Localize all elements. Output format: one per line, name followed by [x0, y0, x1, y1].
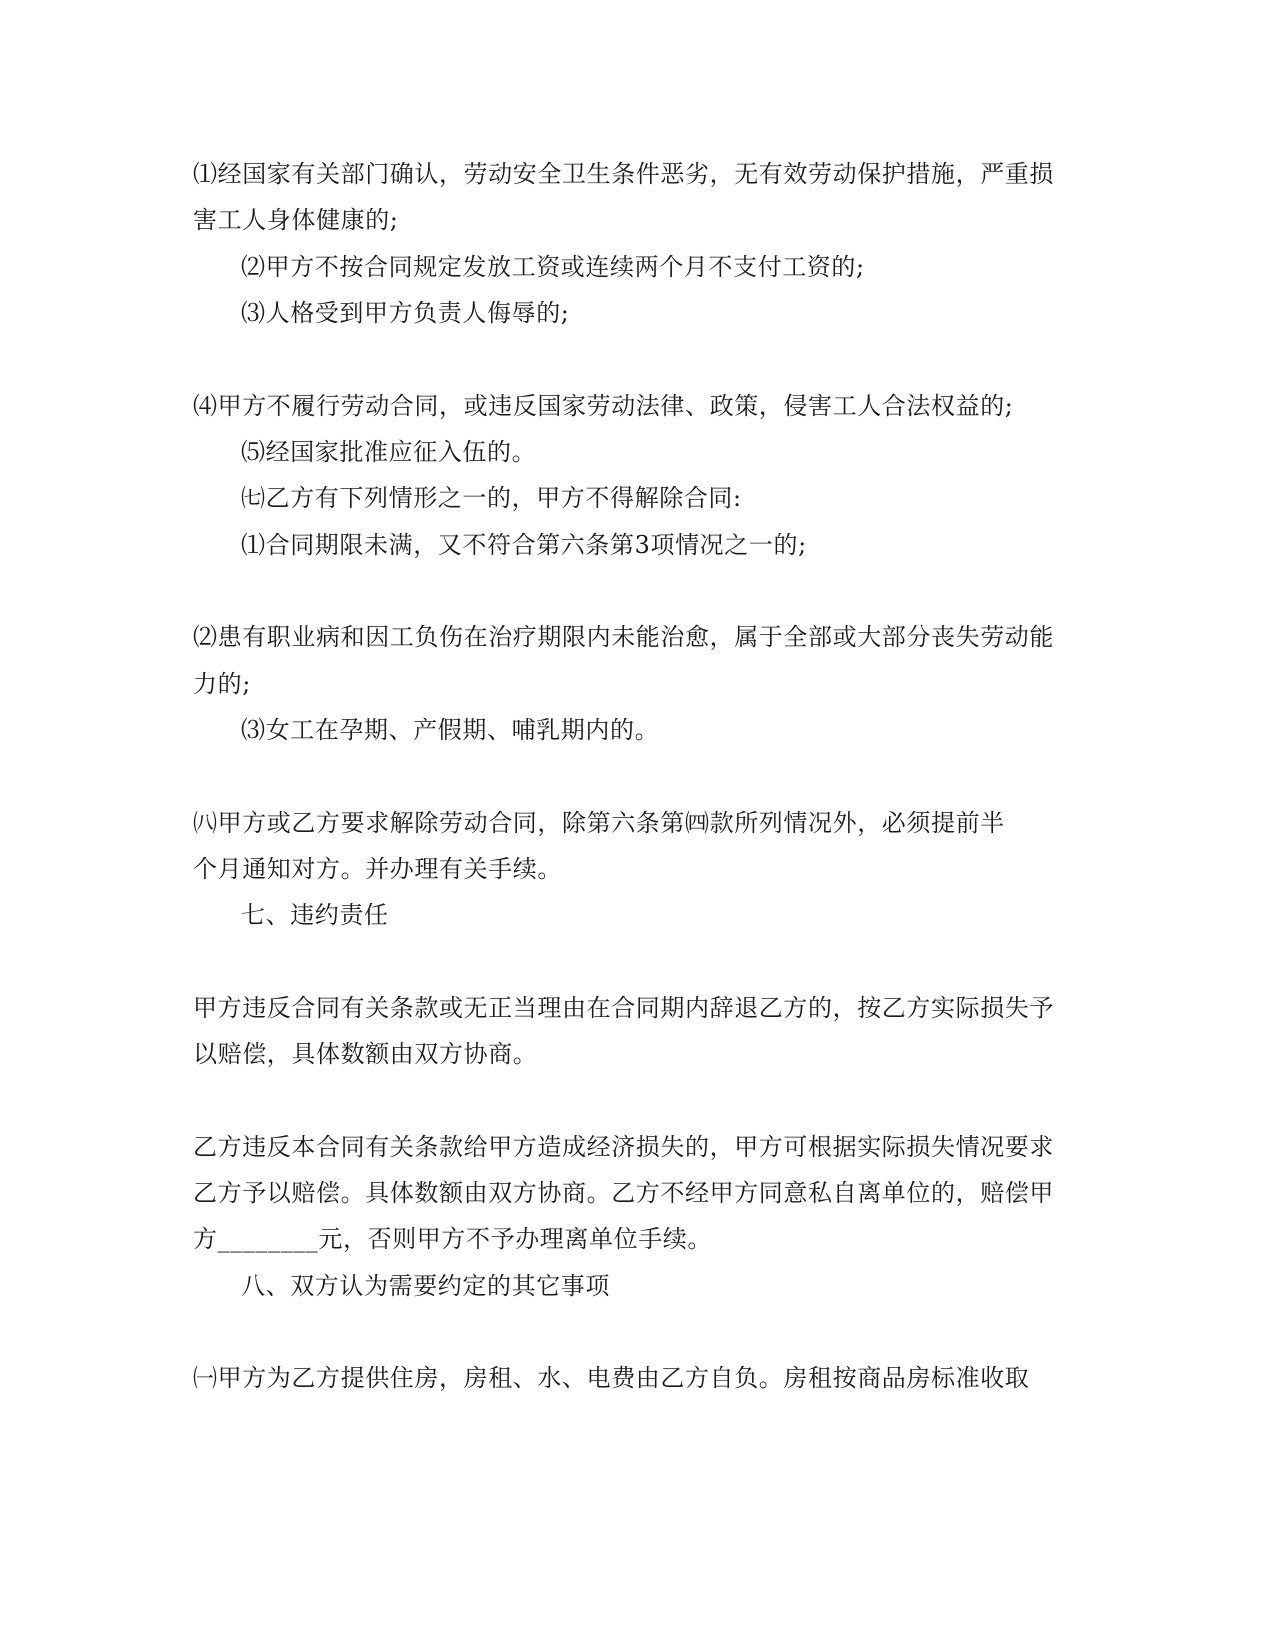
text-line: 甲方违反合同有关条款或无正当理由在合同期内辞退乙方的，按乙方实际损失予 [193, 994, 1054, 1022]
text-line: 力的; [193, 670, 251, 698]
text-line: ⑶人格受到甲方负责人侮辱的; [241, 299, 570, 327]
section-heading: 七、违约责任 [241, 901, 389, 929]
text-line: ⑴合同期限未满，又不符合第六条第3项情况之一的; [241, 531, 807, 559]
text-line: ⑷甲方不履行劳动合同，或违反国家劳动法律、政策，侵害工人合法权益的; [193, 392, 1014, 420]
text-line: 以赔偿，具体数额由双方协商。 [193, 1040, 538, 1068]
text-line: ⑵患有职业病和因工负伤在治疗期限内未能治愈，属于全部或大部分丧失劳动能 [193, 623, 1054, 651]
text-line: ⑶女工在孕期、产假期、哺乳期内的。 [241, 716, 660, 744]
text-line: 个月通知对方。并办理有关手续。 [193, 855, 562, 883]
text-line: ⑵甲方不按合同规定发放工资或连续两个月不支付工资的; [241, 253, 865, 281]
section-heading: 八、双方认为需要约定的其它事项 [241, 1272, 610, 1300]
text-line: ㈠甲方为乙方提供住房，房租、水、电费由乙方自负。房租按商品房标准收取 [193, 1364, 1030, 1392]
text-line: ⑴经国家有关部门确认，劳动安全卫生条件恶劣，无有效劳动保护措施，严重损 [193, 160, 1054, 188]
text-line: ㈧甲方或乙方要求解除劳动合同，除第六条第㈣款所列情况外，必须提前半 [193, 809, 1005, 837]
text-line: 害工人身体健康的; [193, 206, 399, 234]
text-line: ⑸经国家批准应征入伍的。 [241, 438, 537, 466]
text-line: 乙方违反本合同有关条款给甲方造成经济损失的，甲方可根据实际损失情况要求 [193, 1133, 1054, 1161]
text-line: 方________元，否则甲方不予办理离单位手续。 [193, 1225, 712, 1253]
text-line: 乙方予以赔偿。具体数额由双方协商。乙方不经甲方同意私自离单位的，赔偿甲 [193, 1179, 1054, 1207]
text-line: ㈦乙方有下列情形之一的，甲方不得解除合同: [241, 484, 742, 512]
